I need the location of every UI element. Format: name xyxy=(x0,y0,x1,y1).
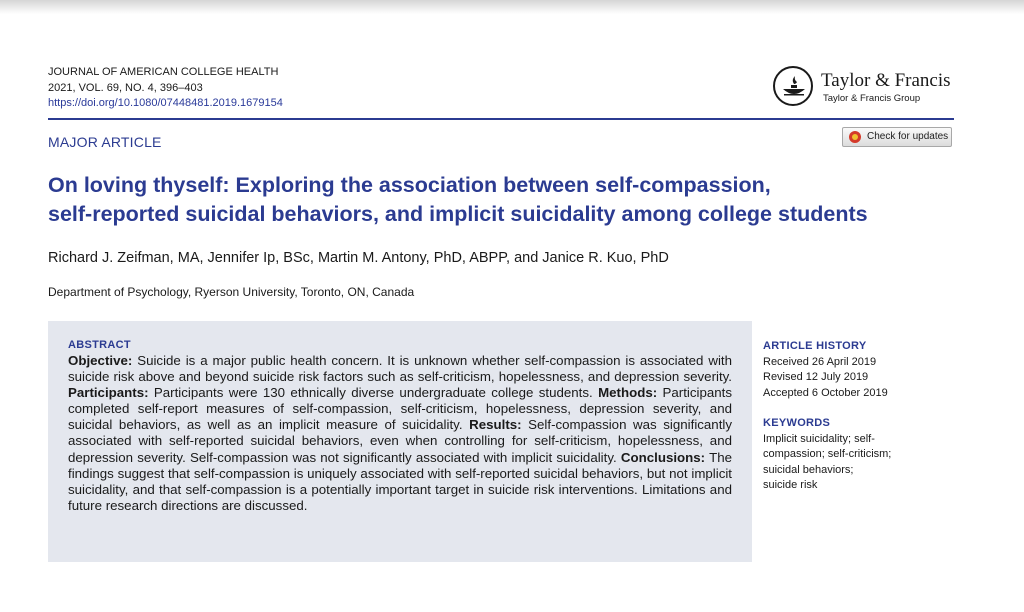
crossmark-icon xyxy=(849,131,861,143)
keywords-line-2: compassion; self-criticism; xyxy=(763,448,892,460)
publisher-name: Taylor & Francis xyxy=(821,70,951,91)
doi-link[interactable]: https://doi.org/10.1080/07448481.2019.1679154 xyxy=(48,97,283,109)
keywords-line-4: suicide risk xyxy=(763,479,818,491)
article-history xyxy=(763,339,963,401)
article-history-heading: ARTICLE HISTORY xyxy=(763,340,867,352)
abstract-box xyxy=(48,321,752,562)
objective-text: Suicide is a major public health concern. It is unknown whether self-compassion is associated with suicide risk above and beyond suicide risk factors such as self-criticism, hopelessness, and depression severity. xyxy=(68,353,732,385)
article-type: MAJOR ARTICLE xyxy=(48,134,162,150)
header-divider xyxy=(48,118,954,120)
history-received: Received 26 April 2019 xyxy=(763,355,877,368)
publisher-logo xyxy=(773,66,959,112)
conclusions-label: Conclusions: xyxy=(620,449,706,465)
abstract-text xyxy=(68,353,732,514)
article-sidebar xyxy=(763,339,963,494)
check-for-updates-button[interactable] xyxy=(842,127,952,147)
affiliation: Department of Psychology, Ryerson University, Toronto, ON, Canada xyxy=(48,285,415,299)
window-top-shadow xyxy=(0,0,1024,14)
check-for-updates-label: Check for updates xyxy=(867,131,949,142)
lamp-logo-icon xyxy=(773,66,813,106)
results-label: Results: xyxy=(469,417,522,433)
keywords xyxy=(763,416,963,494)
history-revised: Revised 12 July 2019 xyxy=(763,371,869,383)
title-line-2: self-reported suicidal behaviors, and implicit suicidality among college students xyxy=(48,202,868,226)
keywords-line-1: Implicit suicidality; self- xyxy=(763,432,875,445)
abstract-heading: ABSTRACT xyxy=(68,339,131,351)
authors: Richard J. Zeifman, MA, Jennifer Ip, BSc, Martin M. Antony, PhD, ABPP, and Janice R. Kuo, PhD xyxy=(48,250,669,266)
objective-label: Objective: xyxy=(68,353,133,368)
article-title xyxy=(48,171,978,229)
journal-volume: 2021, VOL. 69, NO. 4, 396–403 xyxy=(48,81,203,94)
journal-name: JOURNAL OF AMERICAN COLLEGE HEALTH xyxy=(48,66,279,78)
publisher-group: Taylor & Francis Group xyxy=(823,93,921,104)
keywords-line-3: suicidal behaviors; xyxy=(763,463,854,476)
methods-label: Methods: xyxy=(598,385,658,401)
history-accepted: Accepted 6 October 2019 xyxy=(763,386,888,399)
keywords-heading: KEYWORDS xyxy=(763,417,831,429)
participants-text: Participants were 130 ethnically diverse undergraduate college students. xyxy=(153,385,593,401)
conclusions-text: The findings suggest that self-compassion is uniquely associated with self-reported suicidal behaviors, but not implicit suicidality, and that self-compassion is a potentially important target in suicide risk interventions. Limitations and future research directions are discussed. xyxy=(68,449,732,513)
methods-text: Participants completed self-report measures of self-compassion, self-criticism, hopelessness, depression severity, and suicidal behaviors, as well as an implicit measure of suicidality. xyxy=(68,385,733,433)
title-line-1: On loving thyself: Exploring the association between self-compassion, xyxy=(48,173,771,197)
results-text: Self-compassion was significantly associated with self-reported suicidal behaviors, even when controlling for self-criticism, hopelessness, and depression severity. Self-compassion was not significantly associated with implicit suicidality. xyxy=(68,417,733,465)
journal-info xyxy=(48,65,283,112)
participants-label: Participants: xyxy=(68,385,149,401)
